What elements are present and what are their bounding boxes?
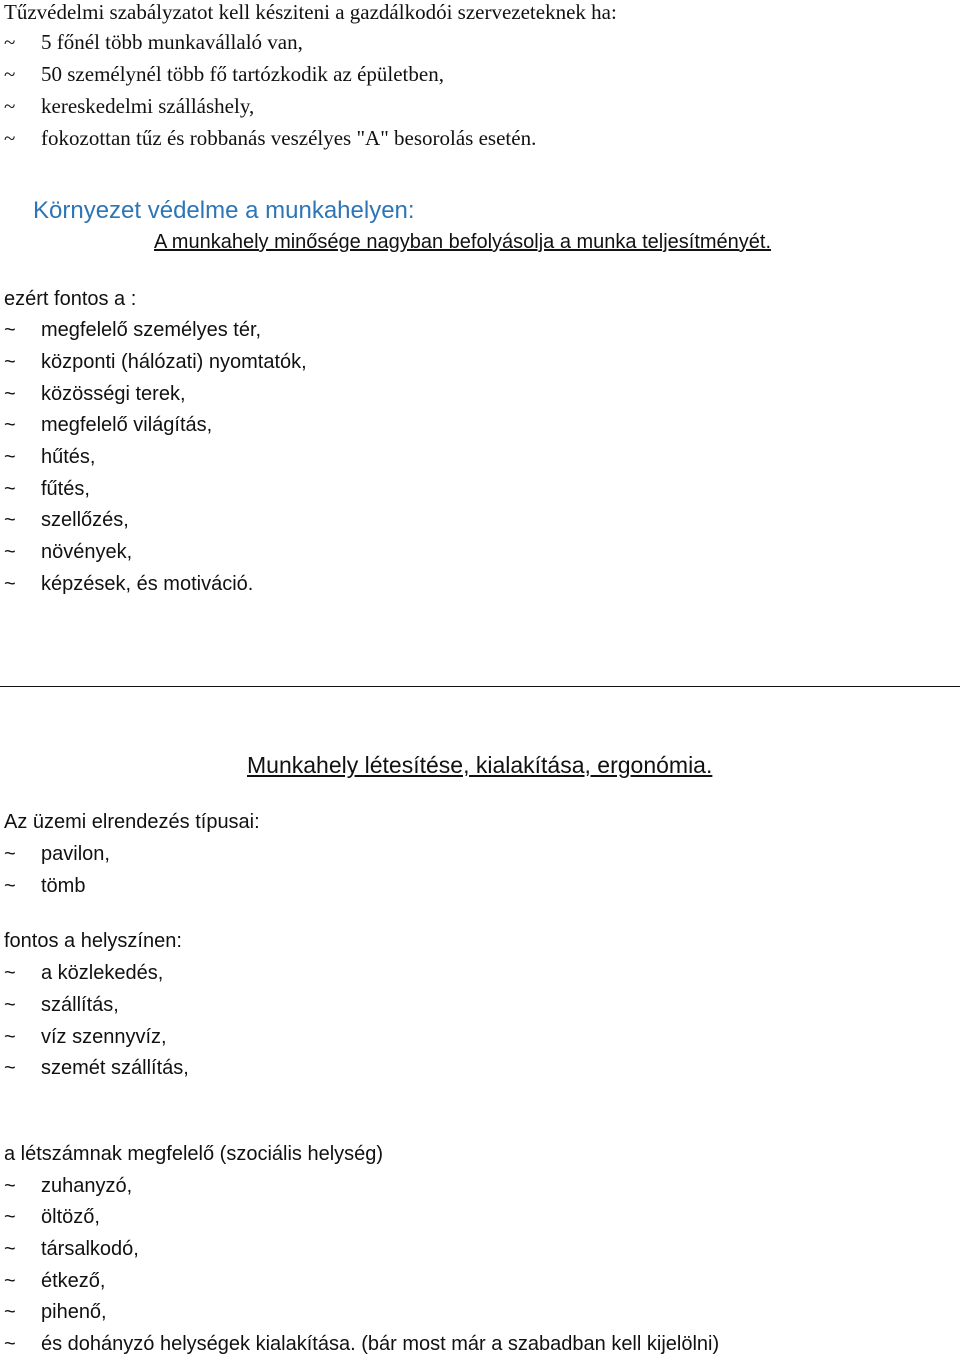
list-item: ~ zuhanyzó, — [4, 1175, 133, 1197]
tilde-bullet-icon: ~ — [4, 1057, 16, 1079]
tilde-bullet-icon: ~ — [4, 1270, 16, 1292]
tilde-bullet-icon: ~ — [4, 1333, 16, 1355]
tilde-bullet-icon: ~ — [4, 30, 16, 54]
list-item: ~ társalkodó, — [4, 1238, 139, 1260]
list-item: ~ képzések, és motiváció. — [4, 573, 254, 595]
tilde-bullet-icon: ~ — [4, 1175, 16, 1197]
list-item: ~ hűtés, — [4, 446, 96, 468]
list-item: ~ víz szennyvíz, — [4, 1026, 167, 1048]
list-item: ~ öltöző, — [4, 1206, 100, 1228]
list-item: ~ megfelelő személyes tér, — [4, 319, 262, 341]
environment-subtitle: A munkahely minősége nagyban befolyásolja a munka teljesítményét. — [154, 231, 772, 253]
tilde-bullet-icon: ~ — [4, 446, 16, 468]
list-item: ~ közösségi terek, — [4, 383, 186, 405]
social-label: a létszámnak megfelelő (szociális helység) — [4, 1143, 384, 1165]
tilde-bullet-icon: ~ — [4, 1301, 16, 1323]
list-item: ~ a közlekedés, — [4, 962, 164, 984]
list-item: ~ szemét szállítás, — [4, 1057, 189, 1079]
tilde-bullet-icon: ~ — [4, 573, 16, 595]
tilde-bullet-icon: ~ — [4, 541, 16, 563]
section-divider — [0, 686, 960, 687]
list-item: ~ központi (hálózati) nyomtatók, — [4, 351, 307, 373]
tilde-bullet-icon: ~ — [4, 875, 16, 897]
workplace-title: Munkahely létesítése, kialakítása, ergonómia. — [247, 752, 713, 778]
tilde-bullet-icon: ~ — [4, 478, 16, 500]
tilde-bullet-icon: ~ — [4, 1206, 16, 1228]
list-item: ~ pavilon, — [4, 843, 110, 865]
list-item: ~ pihenő, — [4, 1301, 107, 1323]
tilde-bullet-icon: ~ — [4, 414, 16, 436]
tilde-bullet-icon: ~ — [4, 319, 16, 341]
tilde-bullet-icon: ~ — [4, 509, 16, 531]
list-item: ~ és dohányzó helységek kialakítása. (bár most már a szabadban kell kijelölni) — [4, 1333, 720, 1355]
tilde-bullet-icon: ~ — [4, 994, 16, 1016]
list-item: ~ megfelelő világítás, — [4, 414, 213, 436]
list-item: ~ tömb — [4, 875, 86, 897]
list-item: ~ 5 főnél több munkavállaló van, — [4, 30, 303, 54]
list-item: ~ növények, — [4, 541, 133, 563]
list-item: ~ szállítás, — [4, 994, 119, 1016]
tilde-bullet-icon: ~ — [4, 962, 16, 984]
site-label: fontos a helyszínen: — [4, 930, 182, 952]
layout-types-label: Az üzemi elrendezés típusai: — [4, 811, 260, 833]
tilde-bullet-icon: ~ — [4, 383, 16, 405]
tilde-bullet-icon: ~ — [4, 351, 16, 373]
fire-intro: Tűzvédelmi szabályzatot kell késziteni a gazdálkodói szervezeteknek ha: — [4, 0, 617, 24]
tilde-bullet-icon: ~ — [4, 62, 16, 86]
tilde-bullet-icon: ~ — [4, 843, 16, 865]
environment-heading: Környezet védelme a munkahelyen: — [33, 197, 415, 224]
list-item: ~ kereskedelmi szálláshely, — [4, 94, 255, 118]
tilde-bullet-icon: ~ — [4, 1026, 16, 1048]
tilde-bullet-icon: ~ — [4, 1238, 16, 1260]
tilde-bullet-icon: ~ — [4, 126, 16, 150]
list-item: ~ étkező, — [4, 1270, 106, 1292]
list-item: ~ fokozottan tűz és robbanás veszélyes "A" besorolás esetén. — [4, 126, 537, 150]
environment-lead: ezért fontos a : — [4, 288, 137, 310]
list-item: ~ 50 személynél több fő tartózkodik az épületben, — [4, 62, 444, 86]
tilde-bullet-icon: ~ — [4, 94, 16, 118]
list-item: ~ szellőzés, — [4, 509, 129, 531]
list-item: ~ fűtés, — [4, 478, 90, 500]
